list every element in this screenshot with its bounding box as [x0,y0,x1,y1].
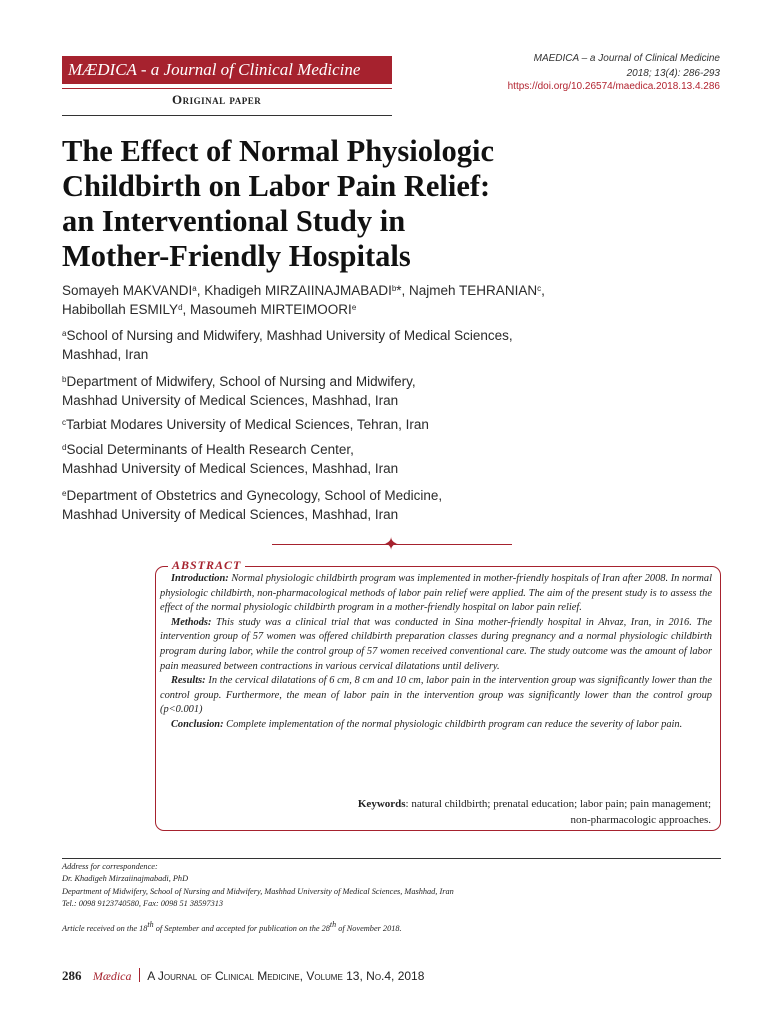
affiliation-c [62,415,429,434]
page-footer [62,968,424,984]
affiliation-d [62,440,398,478]
correspondence-line: Tel.: 0098 9123740580, Fax: 0098 51 38597313 [62,899,224,909]
abstract-conclusion [160,718,712,733]
affiliation-line: Mashhad University of Medical Sciences, Mashhad, Iran [62,507,399,522]
keywords-label: Keywords [357,798,406,810]
footer-citation: A Journal of Clinical Medicine, Volume 13, No.4, 2018 [147,969,425,983]
affiliation-a [62,326,513,364]
abstract-text: Normal physiologic childbirth program was implemented in mother-friendly hospitals of Iran after 2008. In normal physiologic childbirth, non-pharmacological methods of labor pain relief were applied. The aim of the present study is to assess the effect of the normal physiologic childbirth program in a mother-friendly hospital on labor pain relief. [160,573,712,614]
author-name: Somayeh MAKVANDI [62,283,193,298]
abstract-heading: ABSTRACT [168,557,245,573]
correspondence-divider [62,858,721,859]
received-note: Article received on the 18th of September and accepted for publication on the 28th of November 2018. [62,920,402,933]
author-name: Habibollah ESMILY [62,302,179,317]
author-line [62,281,545,300]
abstract-text: Complete implementation of the normal physiologic childbirth program can reduce the severity of labor pain. [223,718,683,730]
correspondence-line: Department of Midwifery, School of Nursing and Midwifery, Mashhad University of Medical Sciences, Mashhad, Iran [62,886,454,896]
author-sup: d [178,303,183,312]
running-head-journal: MAEDICA – a Journal of Clinical Medicine [533,53,720,64]
author-name: , Masoumeh MIRTEIMOORI [182,302,352,317]
author-sup: a [192,284,197,293]
paper-title [62,134,582,274]
title-line: Mother-Friendly Hospitals [62,239,411,273]
affiliation-line: Social Determinants of Health Research Center, [66,442,354,457]
author-name: , [541,283,545,298]
affiliation-line: Mashhad, Iran [62,347,149,362]
doi-link[interactable]: https://doi.org/10.26574/maedica.2018.13.4.286 [507,81,720,92]
keywords-text: : natural childbirth; prenatal education; labor pain; pain management; [405,798,711,810]
affiliation-b [62,372,416,410]
author-name: , Khadigeh MIRZAIINAJMABADI [196,283,392,298]
affiliation-line: Mashhad University of Medical Sciences, Mashhad, Iran [62,461,399,476]
author-sup: e [351,303,357,312]
abstract-introduction [160,572,712,616]
title-line: Childbirth on Labor Pain Relief: [62,169,491,203]
abstract-label: Introduction: [171,573,229,584]
footer-journal-name: Mædica [92,969,132,983]
banner-divider [62,88,392,89]
affiliation-line: School of Nursing and Midwifery, Mashhad University of Medical Sciences, [66,328,513,343]
correspondence-line: Address for correspondence: [62,862,158,871]
page-number: 286 [62,968,82,983]
paper-type-label: Original paper [172,92,262,107]
title-line: an Interventional Study in [62,204,406,238]
affiliation-line: Department of Obstetrics and Gynecology, School of Medicine, [66,488,443,503]
paper-type-divider [62,115,392,116]
correspondence-line: Dr. Khadigeh Mirzaiinajmabadi, PhD [62,874,189,884]
journal-banner: MÆDICA - a Journal of Clinical Medicine [62,56,392,84]
author-name: *, Najmeh TEHRANIAN [396,283,538,298]
keywords-text: non-pharmacologic approaches. [570,814,711,826]
affiliation-line: Department of Midwifery, School of Nursing and Midwifery, [66,374,416,389]
footer-separator [139,968,140,982]
affiliation-e [62,486,442,524]
abstract-results [160,674,712,718]
author-sup: c [537,284,542,293]
abstract-label: Methods: [171,616,212,628]
abstract-text: In the cervical dilatations of 6 cm, 8 cm and 10 cm, labor pain in the intervention group was significantly lower than the control group. Furthermore, the mean of labor pain in the intervention group was significantly lower than the control group (p<0.001) [160,675,712,716]
abstract-label: Results: [171,675,206,687]
author-line [62,300,545,319]
affiliation-sup: b [62,375,67,384]
running-head-issue: 2018; 13(4): 286-293 [626,68,720,79]
affiliation-sup: e [62,489,67,498]
abstract-body [160,572,712,733]
affiliation-sup: a [62,329,67,338]
affiliation-sup: c [62,418,66,427]
correspondence-block [62,861,721,911]
diamond-ornament-icon: ✦ [383,534,399,554]
affiliation-line: Mashhad University of Medical Sciences, Mashhad, Iran [62,393,399,408]
author-list [62,281,545,319]
affiliation-line: Tarbiat Modares University of Medical Sciences, Tehran, Iran [66,417,429,432]
author-sup: b [391,284,397,293]
keywords [300,796,711,828]
affiliation-sup: d [62,443,67,452]
abstract-label: Conclusion: [171,718,224,730]
abstract-text: This study was a clinical trial that was conducted in Sina mother-friendly hospital in Ahvaz, Iran, in 2016. The intervention group of 57 women was offered childbirth preparation classes during pregnancy and a normal physiologic childbirth program during labor, while the control group of 57 women received conventional care. The study outcome was the amount of labor pain measured between contractions in various cervical dilatations until delivery. [160,616,712,672]
abstract-methods [160,616,712,674]
title-line: The Effect of Normal Physiologic [62,134,495,168]
